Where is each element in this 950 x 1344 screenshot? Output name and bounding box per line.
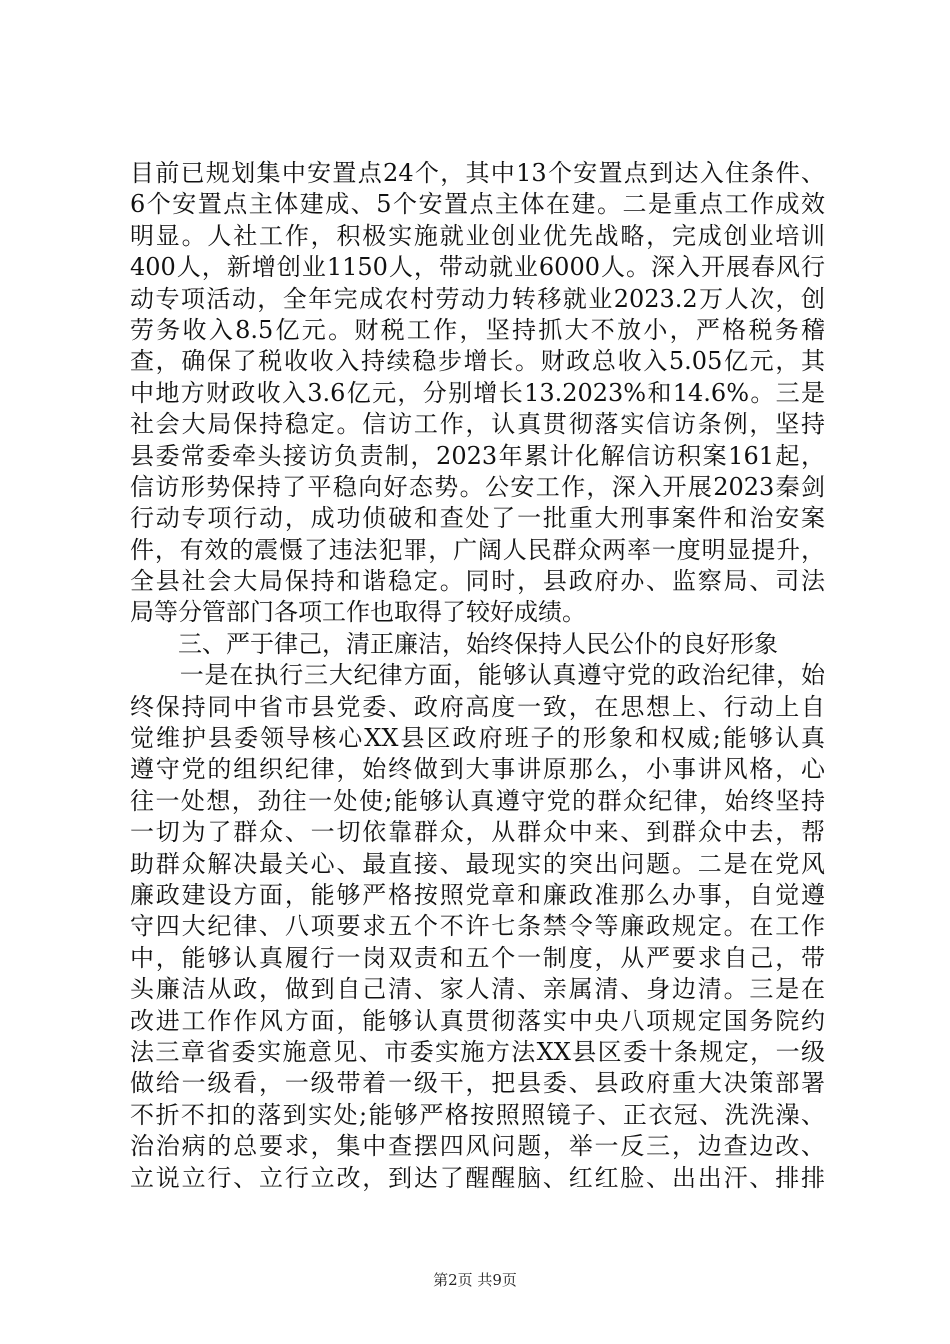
body-line: 社会大局保持稳定。信访工作，认真贯彻落实信访条例，坚持 (130, 410, 825, 439)
body-line: 做给一级看，一级带着一级干，把县委、县政府重大决策部署 (130, 1069, 825, 1098)
body-line: 行动专项行动，成功侦破和查处了一批重大刑事案件和治安案 (130, 504, 825, 533)
body-line: 劳务收入8.5亿元。财税工作，坚持抓大不放小，严格税务稽 (130, 315, 825, 344)
body-line: 觉维护县委领导核心XX县区政府班子的形象和权威;能够认真 (130, 724, 825, 753)
body-line: 400人，新增创业1150人，带动就业6000人。深入开展春风行 (130, 253, 825, 282)
body-line: 终保持同中省市县党委、政府高度一致，在思想上、行动上自 (130, 692, 825, 721)
document-body (130, 158, 825, 1194)
body-line: 6个安置点主体建成、5个安置点主体在建。二是重点工作成效 (130, 190, 825, 219)
body-line: 查，确保了税收收入持续稳步增长。财政总收入5.05亿元，其 (130, 347, 825, 376)
body-line: 动专项活动，全年完成农村劳动力转移就业2023.2万人次，创 (130, 284, 825, 313)
body-line: 助群众解决最关心、最直接、最现实的突出问题。二是在党风 (130, 849, 825, 878)
body-line: 法三章省委实施意见、市委实施方法XX县区委十条规定，一级 (130, 1037, 825, 1066)
body-line: 立说立行、立行立改，到达了醒醒脑、红红脸、出出汗、排排 (130, 1163, 825, 1192)
page-footer: 第2页 共9页 (433, 1271, 517, 1289)
body-line: 一是在执行三大纪律方面，能够认真遵守党的政治纪律，始 (130, 661, 825, 690)
section-heading: 三、严于律己，清正廉洁，始终保持人民公仆的良好形象 (130, 629, 778, 658)
body-line: 廉政建设方面，能够严格按照党章和廉政准那么办事，自觉遵 (130, 880, 825, 909)
body-line: 治治病的总要求，集中查摆四风问题，举一反三，边查边改、 (130, 1132, 825, 1161)
body-line: 遵守党的组织纪律，始终做到大事讲原那么，小事讲风格，心 (130, 755, 825, 784)
body-line: 一切为了群众、一切依靠群众，从群众中来、到群众中去，帮 (130, 818, 825, 847)
body-line: 明显。人社工作，积极实施就业创业优先战略，完成创业培训 (130, 221, 825, 250)
body-line: 不折不扣的落到实处;能够严格按照照镜子、正衣冠、洗洗澡、 (130, 1100, 825, 1129)
body-line: 中，能够认真履行一岗双责和五个一制度，从严要求自己，带 (130, 943, 825, 972)
body-line: 县委常委牵头接访负责制，2023年累计化解信访积案161起， (130, 441, 825, 470)
body-line: 局等分管部门各项工作也取得了较好成绩。 (130, 598, 586, 627)
body-line: 信访形势保持了平稳向好态势。公安工作，深入开展2023秦剑 (130, 472, 825, 501)
body-line: 改进工作作风方面，能够认真贯彻落实中央八项规定国务院约 (130, 1006, 825, 1035)
body-line: 中地方财政收入3.6亿元，分别增长13.2023%和14.6%。三是 (130, 378, 825, 407)
body-line: 全县社会大局保持和谐稳定。同时，县政府办、监察局、司法 (130, 567, 825, 596)
body-line: 头廉洁从政，做到自己清、家人清、亲属清、身边清。三是在 (130, 975, 825, 1004)
body-line: 目前已规划集中安置点24个，其中13个安置点到达入住条件、 (130, 159, 825, 187)
body-line: 件，有效的震慑了违法犯罪，广阔人民群众两率一度明显提升， (130, 535, 825, 564)
body-line: 往一处想，劲往一处使;能够认真遵守党的群众纪律，始终坚持 (130, 786, 825, 815)
body-line: 守四大纪律、八项要求五个不许七条禁令等廉政规定。在工作 (130, 912, 825, 941)
